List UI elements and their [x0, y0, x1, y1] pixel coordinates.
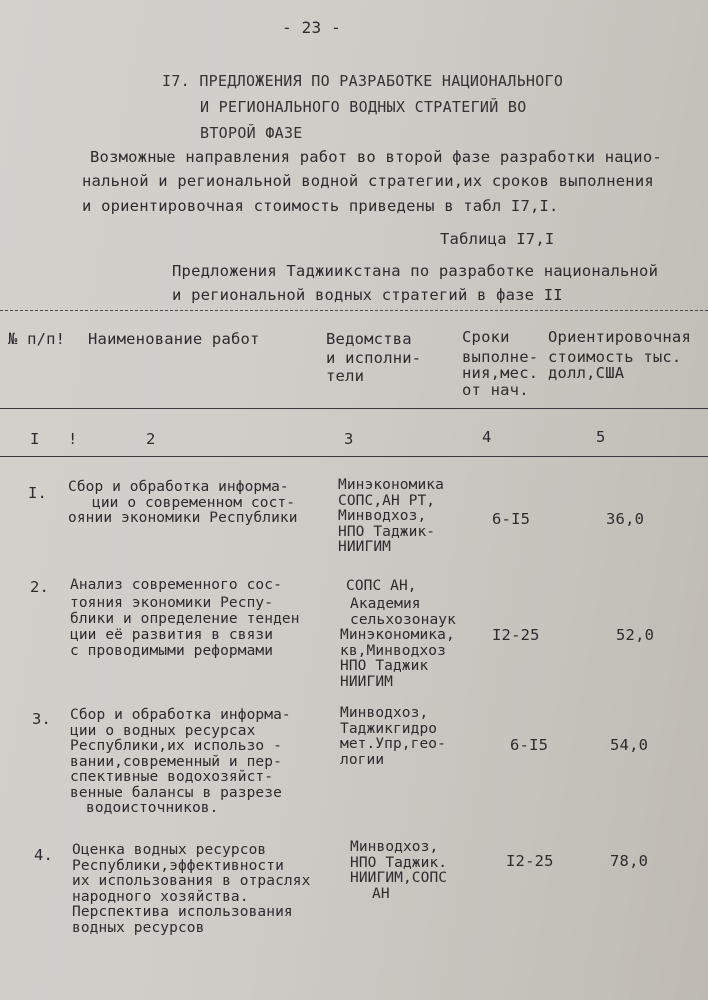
colnum-2: 2 — [146, 430, 156, 448]
row-agency: Минводхоз, Таджикгидро мет.Упр,гео- логии — [340, 705, 446, 768]
table-label: Таблица I7,I — [440, 230, 555, 248]
row-terms: 6-I5 — [510, 736, 549, 754]
header-cost: Ориентировочная стоимость тыс. долл,США — [548, 328, 691, 382]
row-work-name: Сбор и обработка информа- ции о водных ресурсах Республики,их использо - вании,современный и пер- спективные водохозяйст- венные балансы в разрезе водоисточников. — [70, 707, 291, 816]
row-cost: 78,0 — [610, 852, 649, 870]
colnum-4: 4 — [482, 428, 492, 446]
row-terms: 6-I5 — [492, 510, 531, 528]
header-terms: Сроки выполне- ния,мес. от нач. — [462, 328, 539, 399]
section-heading-line: ВТОРОЙ ФАЗЕ — [200, 124, 303, 142]
row-cost: 36,0 — [606, 510, 645, 528]
header-agency: Ведомства и исполни- тели — [326, 330, 422, 385]
intro-line: Возможные направления работ во второй фазе разработки нацио- — [90, 148, 662, 166]
row-agency: Минводхоз, НПО Таджик. НИИГИМ,СОПС АН — [350, 839, 448, 902]
row-cost: 54,0 — [610, 736, 649, 754]
colnum-5: 5 — [596, 428, 606, 446]
table-top-rule — [0, 310, 708, 311]
row-work-name: Сбор и обработка информа- ции о современном сост- оянии экономики Республики — [68, 479, 298, 526]
colnum-sep: ! — [68, 430, 78, 448]
colnum-3: 3 — [344, 430, 354, 448]
intro-line: и ориентировочная стоимость приведены в табл I7,I. — [82, 197, 559, 215]
section-heading-line: I7. ПРЕДЛОЖЕНИЯ ПО РАЗРАБОТКЕ НАЦИОНАЛЬНОГО — [162, 72, 564, 90]
row-number: 3. — [32, 710, 52, 728]
caption-line: Предложения Таджиикстана по разработке национальной — [172, 262, 659, 280]
header-name: Наименование работ — [88, 330, 260, 348]
row-work-name: Анализ современного сос- тояния экономики Респу- блики и определение тенден ции её развития в связи с проводимыми реформами — [70, 577, 300, 659]
row-number: 2. — [30, 578, 50, 596]
colnum-bottom-rule — [0, 456, 708, 457]
page-number: - 23 - — [282, 18, 341, 37]
row-number: I. — [28, 484, 48, 502]
intro-line: нальной и региональной водной стратегии,их сроков выполнения — [82, 172, 654, 190]
row-work-name: Оценка водных ресурсов Республики,эффективности их использования в отраслях народного хозяйства. Перспектива использования водных ресурсов — [72, 842, 311, 936]
row-cost: 52,0 — [616, 626, 655, 644]
caption-line: и региональной водных стратегий в фазе II — [172, 286, 563, 304]
header-bottom-rule — [0, 408, 708, 409]
row-agency: СОПС АН, Академия сельхозонаук Минэкономика, кв,Минводхоз НПО Таджик НИИГИМ — [340, 578, 456, 690]
section-heading-line: И РЕГИОНАЛЬНОГО ВОДНЫХ СТРАТЕГИЙ ВО — [200, 98, 527, 116]
row-number: 4. — [34, 846, 54, 864]
row-terms: I2-25 — [492, 626, 540, 644]
colnum-1: I — [30, 430, 40, 448]
header-num: № п/п! — [8, 330, 66, 348]
row-agency: Минэкономика СОПС,АН РТ, Минводхоз, НПО Таджик- НИИГИМ — [338, 477, 444, 555]
row-terms: I2-25 — [506, 852, 554, 870]
